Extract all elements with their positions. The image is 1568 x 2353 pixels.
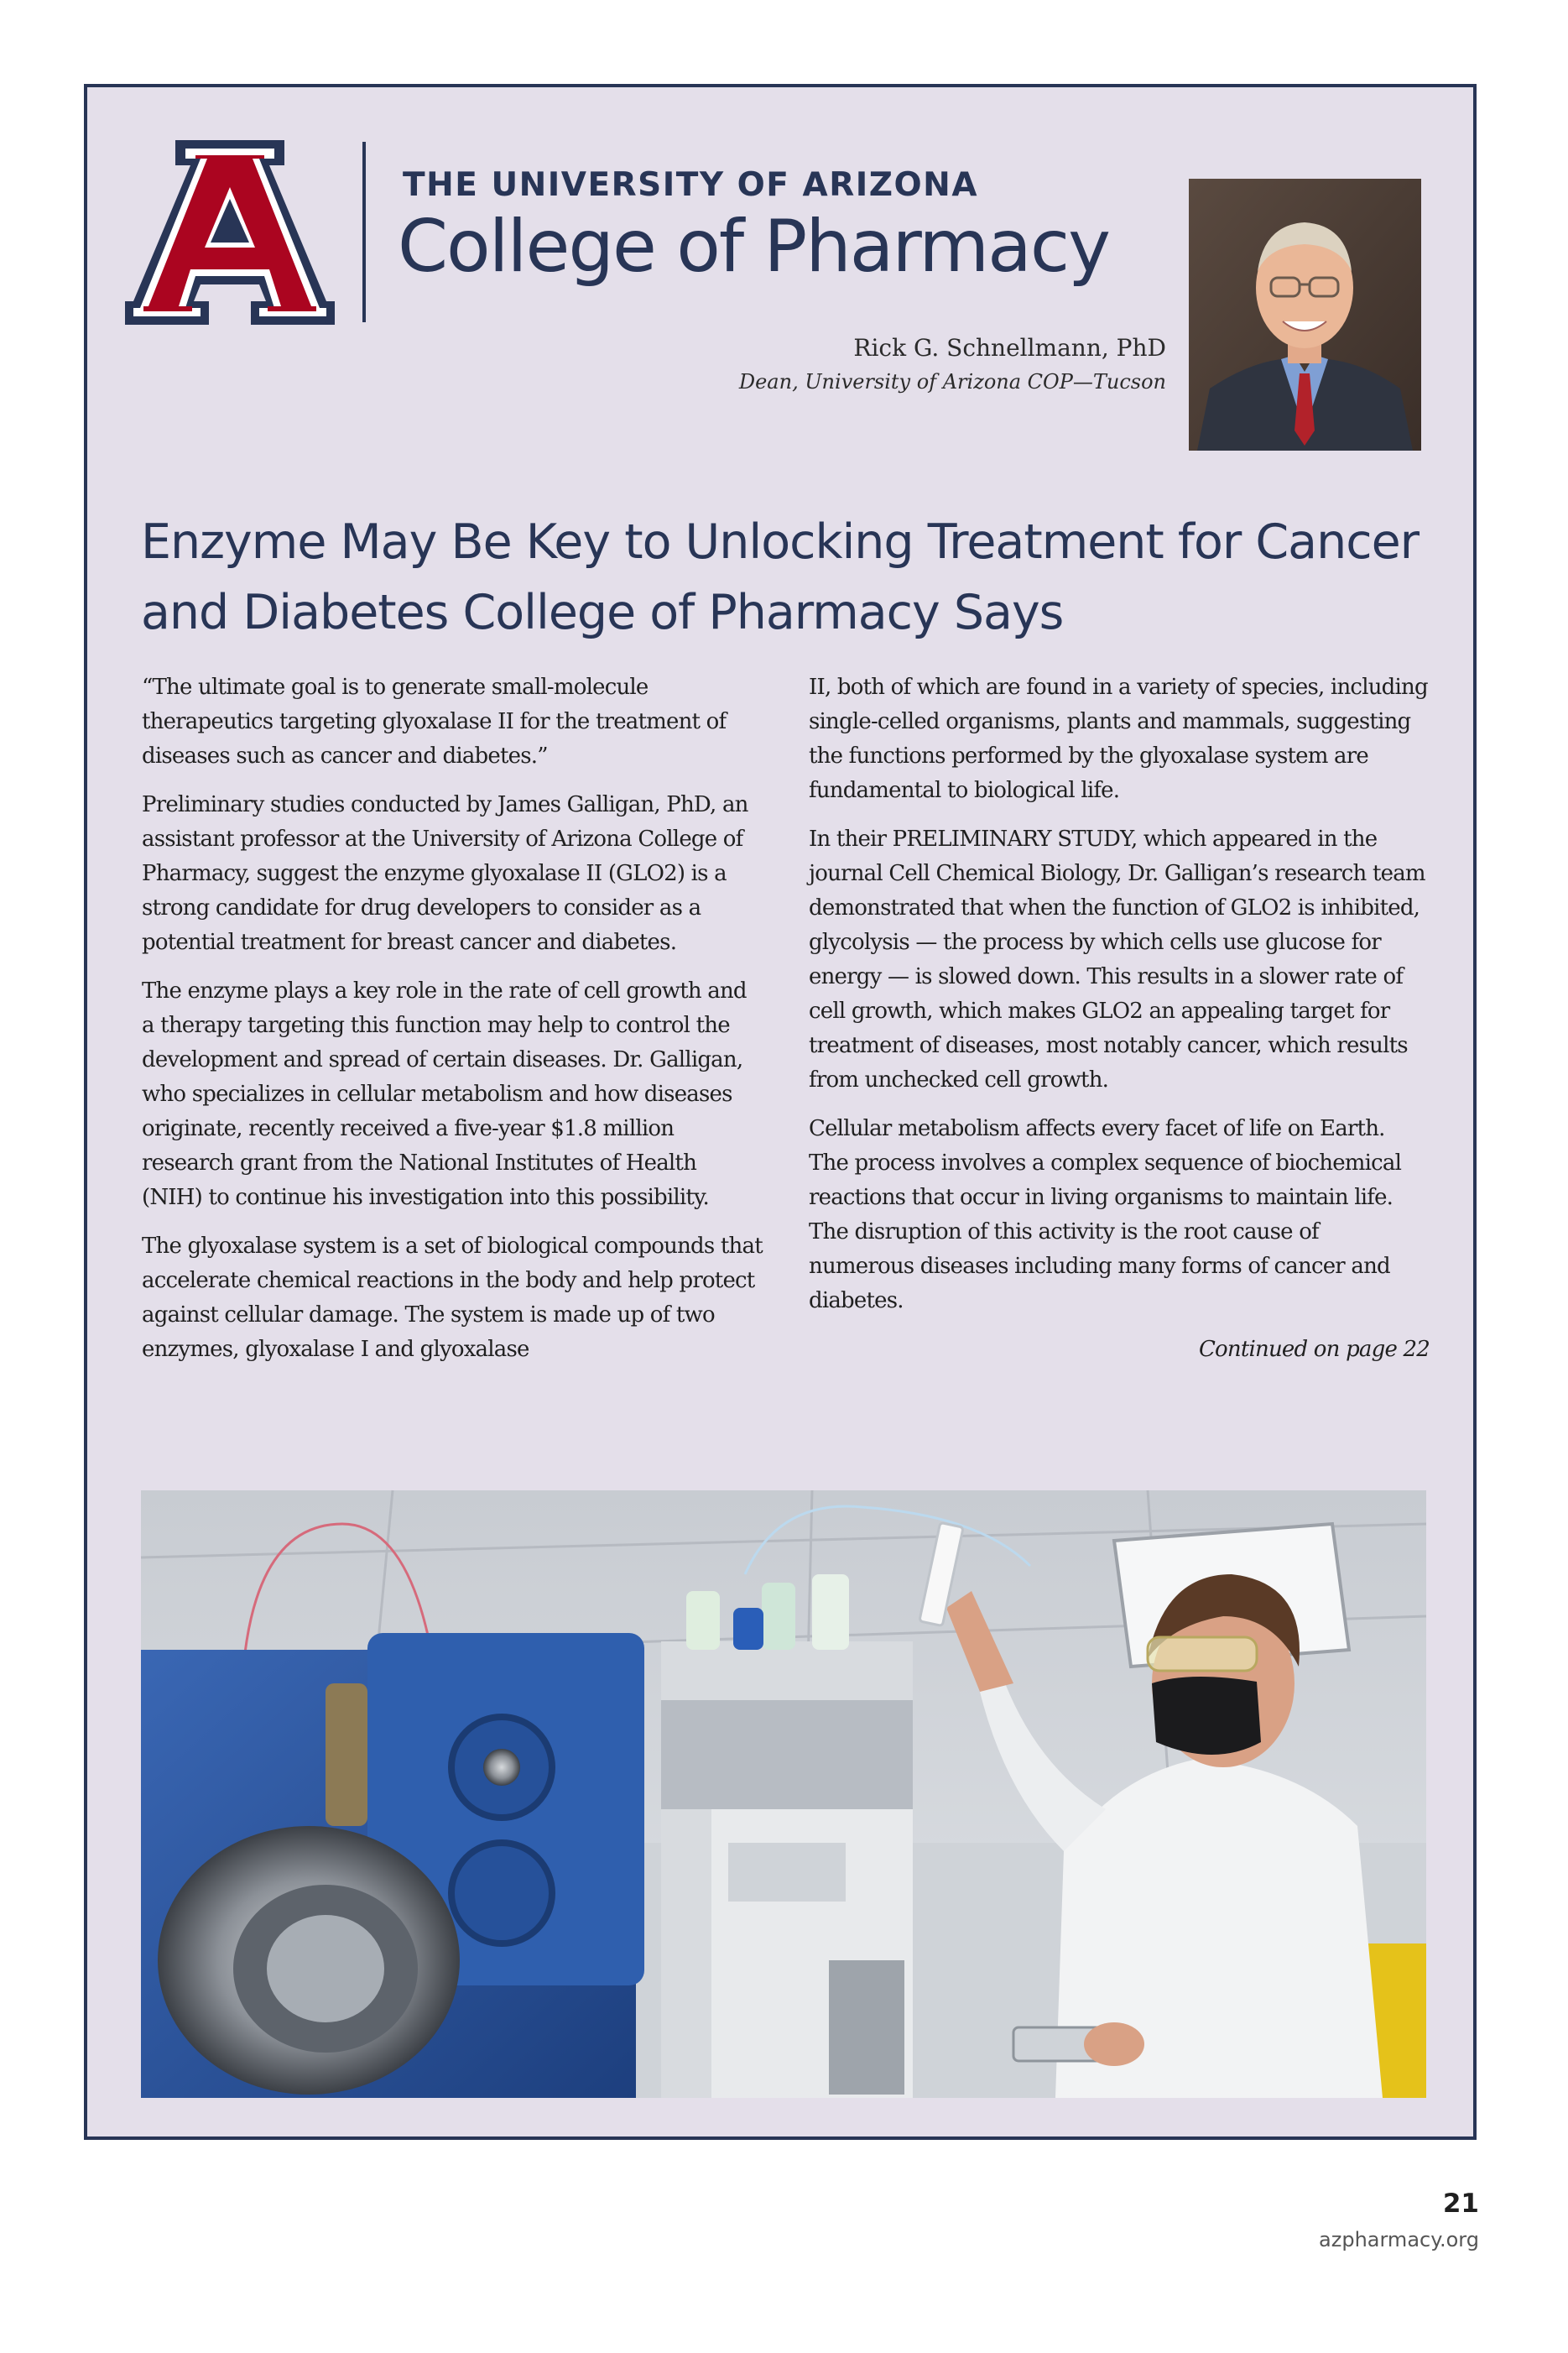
university-a-logo — [125, 140, 336, 328]
article-panel — [84, 84, 1477, 2140]
page-number: 21 — [1442, 2189, 1479, 2219]
website-url[interactable]: azpharmacy.org — [1319, 2228, 1479, 2251]
article-left-column — [142, 670, 763, 1381]
paragraph-species: II, both of which are found in a variety of species, including single-celled organisms, plants and mammals, suggesting the functions performed by the glyoxalase system are fundamental to biological life. — [809, 675, 1428, 803]
paragraph-enzyme-role: The enzyme plays a key role in the rate of cell growth and a therapy targeting this function may help to control the development and spread of certain diseases. Dr. Galligan, who specializes in cellular metabolism and how diseases originate, recently received a five-year $1.8 million research grant from the National Institutes of Health (NIH) to continue his investigation into this possibility. — [142, 978, 747, 1210]
dean-title: Dean, University of Arizona COP—Tucson — [738, 370, 1166, 394]
paragraph-quote: “The ultimate goal is to generate small-molecule therapeutics targeting glyoxalase II for the treatment of diseases such as cancer and diabetes.” — [142, 675, 727, 769]
article-right-column — [809, 670, 1430, 1381]
lab-researcher-photo — [141, 1490, 1426, 2098]
university-name: THE UNIVERSITY OF ARIZONA — [403, 166, 979, 204]
article-headline: Enzyme May Be Key to Unlocking Treatment for Cancer and Diabetes College of Pharmacy Says — [141, 514, 1420, 640]
continued-note: Continued on page 22 — [1198, 1337, 1430, 1362]
paragraph-preliminary-studies: Preliminary studies conducted by James Galligan, PhD, an assistant professor at the University of Arizona College of Pharmacy, suggest the enzyme glyoxalase II (GLO2) is a strong candidate for drug developers to consider as a potential treatment for breast cancer and diabetes. — [142, 792, 748, 955]
logo-divider — [362, 142, 366, 322]
registered-mark: ® — [323, 312, 336, 328]
college-name: College of Pharmacy — [398, 205, 1109, 289]
dean-portrait-photo — [1189, 179, 1421, 451]
paragraph-cellular-metabolism: Cellular metabolism affects every facet of life on Earth. The process involves a complex sequence of biochemical reactions that occur in living organisms to maintain life. The disruption of this activity is the root cause of numerous diseases including many forms of cancer and diabetes. — [809, 1116, 1402, 1313]
dean-name: Rick G. Schnellmann, PhD — [853, 334, 1166, 362]
paragraph-glyoxalase-system: The glyoxalase system is a set of biological compounds that accelerate chemical reactions in the body and help protect against cellular damage. The system is made up of two enzymes, glyoxalase I and glyoxalase — [142, 1234, 763, 1362]
paragraph-study-findings: In their PRELIMINARY STUDY, which appeared in the journal Cell Chemical Biology, Dr. Galligan’s research team demonstrated that when the function of GLO2 is inhibited, glycolysis — the process by which cells use glucose for energy — is slowed down. This results in a slower rate of cell growth, which makes GLO2 an appealing target for treatment of diseases, most notably cancer, which results from unchecked cell growth. — [809, 827, 1425, 1093]
